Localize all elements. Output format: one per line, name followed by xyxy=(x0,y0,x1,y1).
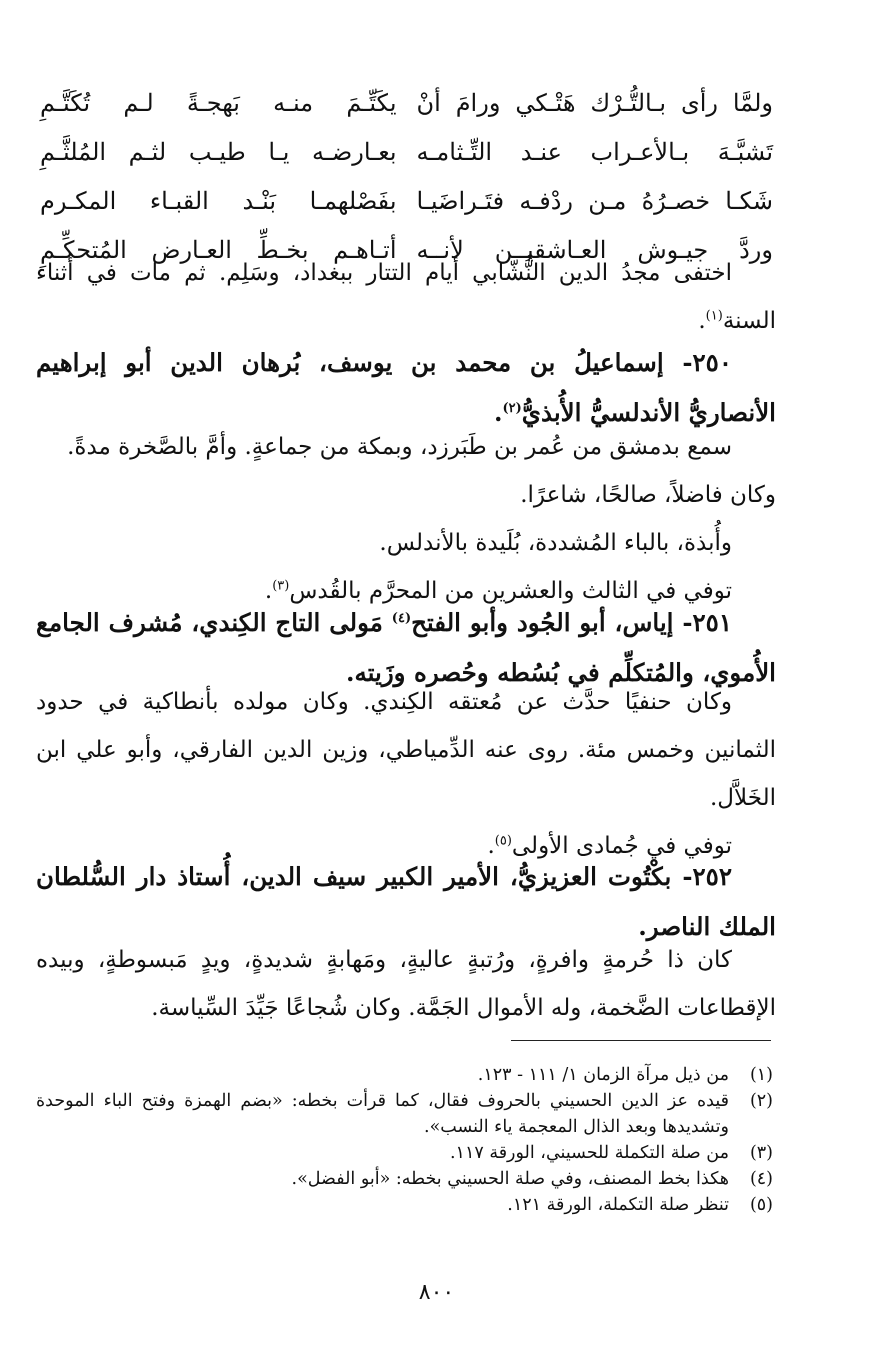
footnote xyxy=(36,1062,773,1088)
footnote xyxy=(36,1088,773,1140)
footnote-divider xyxy=(511,1040,771,1041)
entry-heading-text: ٢٥٢- بكْتُوت العزيزيُّ، الأمير الكبير سيف الدين، أُستاذ دار السُّلطان الملك الناصر. xyxy=(36,862,776,941)
footnote-text: قيده عز الدين الحسيني بالحروف فقال، كما قرأت بخطه: «بضم الهمزة وفتح الباء الموحدة وتشديدها وبعد الذال المعجمة ياء النسب». xyxy=(36,1091,729,1137)
paragraph-text: وأُبذة، بالباء المُشددة، بُلَيدة بالأندلس. xyxy=(379,530,732,556)
footnote-text: من صلة التكملة للحسيني، الورقة ١١٧. xyxy=(449,1143,729,1163)
footnotes xyxy=(36,1062,773,1218)
verse-second-hemistich: بفَصْلهمـا بَنْـد القبـاء المكـرم xyxy=(40,186,397,215)
entry-heading-text: ٢٥١- إياس، أبو الجُود وأبو الفتح xyxy=(411,608,732,637)
footnote-number: (٤) xyxy=(749,1169,773,1189)
paragraph-nushabi: اختفى مجدُ الدين النُّشّابي أيام التتار ببغداد، وسَلِم. ثم مات في أثناء السنة$^{(١)}$. xyxy=(36,260,776,334)
verse-first-hemistich: ولمَّا رأى بـالتُّـرْك هَتْـكي ورامَ أنْ xyxy=(416,88,773,117)
entry-heading-text: مَولى التاج الكِندي، مُشرف الجامع الأُموي، والمُتكلِّم في بُسُطه وحُصره وزَيته. xyxy=(36,608,776,687)
poem xyxy=(40,78,773,274)
verse-first-hemistich: وردَّ جيـوش العـاشقيــن لأنــه xyxy=(416,235,773,264)
poem-verse xyxy=(40,78,773,127)
footnote-ref[interactable]: (٢) xyxy=(502,400,522,416)
poem-verse xyxy=(40,127,773,176)
footnote-text: من ذيل مرآة الزمان ١/ ١١١ - ١٢٣. xyxy=(477,1065,729,1085)
footnote-number: (٢) xyxy=(749,1091,773,1111)
page-number: ٨٠٠ xyxy=(418,1280,455,1305)
poem-verse xyxy=(40,176,773,225)
verse-second-hemistich: بعـارضـه يـا طيـب لثـم المُلثَّـمِ xyxy=(40,137,397,166)
footnote xyxy=(36,1192,773,1218)
footnote-text: تنظر صلة التكملة، الورقة ١٢١. xyxy=(507,1195,729,1215)
footnote-ref[interactable]: (٥) xyxy=(494,833,512,849)
entry-body-252 xyxy=(36,936,776,1032)
footnote xyxy=(36,1166,773,1192)
paragraph-text: وكان حنفيًا حدَّث عن مُعتقه الكِندي. وكان مولده بأنطاكية في حدود الثمانين وخمس مئة. روى عنه الدِّمياطي، وزين الدين الفارقي، وأبو علي ابن الخَلاَّل. xyxy=(36,689,776,811)
verse-first-hemistich: تَشبَّـهَ بـالأعـراب عنـد التِّـثامـه xyxy=(416,137,773,166)
paragraph-text: توفي في الثالث والعشرين من المحرَّم بالقُدس xyxy=(289,578,732,604)
footnote-ref[interactable]: (٣) xyxy=(272,578,290,594)
footnote-number: (٣) xyxy=(749,1143,773,1163)
footnote-ref[interactable]: (١) xyxy=(705,308,723,324)
verse-first-hemistich: شَكـا خصـرُهُ مـن ردْفـه فتَـراضَيـا xyxy=(416,186,773,215)
footnote-number: (٥) xyxy=(749,1195,773,1215)
paragraph-text: وكان فاضلاً، صالحًا، شاعرًا. xyxy=(520,482,776,508)
entry-body-250: سمع بدمشق من عُمر بن طَبَرزد، وبمكة من جماعةٍ. وأمَّ بالصَّخرة مدةً. وكان فاضلاً، صالحًا، شاعرًا. وأُبذة، بالباء المُشددة، بُلَيدة بالأندلس. توفي في الثالث والعشرين من المحرَّم بالقُدس$^{(٣)}$. xyxy=(36,423,776,615)
footnote-ref[interactable]: (٤) xyxy=(391,610,412,626)
footnote xyxy=(36,1140,773,1166)
paragraph-text: سمع بدمشق من عُمر بن طَبَرزد، وبمكة من جماعةٍ. وأمَّ بالصَّخرة مدةً. xyxy=(67,434,732,460)
paragraph-text: توفي في جُمادى الأولى xyxy=(511,833,732,859)
paragraph-text: كان ذا حُرمةٍ وافرةٍ، ورُتبةٍ عاليةٍ، ومَهابةٍ شديدةٍ، ويدٍ مَبسوطةٍ، وبيده الإقطاعات الضَّخمة، وله الأموال الجَمَّة. وكان شُجاعًا جَيِّدَ السِّياسة. xyxy=(36,947,776,1021)
entry-heading-text: ٢٥٠- إسماعيلُ بن محمد بن يوسف، بُرهان الدين أبو إبراهيم الأنصاريُّ الأندلسيُّ الأُبذيُّ xyxy=(36,348,776,427)
entry-heading-250: ٢٥٠- إسماعيلُ بن محمد بن يوسف، بُرهان الدين أبو إبراهيم الأنصاريُّ الأندلسيُّ الأُبذيُّ$^{(٢)}$. xyxy=(36,348,776,427)
entry-body-251: وكان حنفيًا حدَّث عن مُعتقه الكِندي. وكان مولده بأنطاكية في حدود الثمانين وخمس مئة. روى عنه الدِّمياطي، وزين الدين الفارقي، وأبو علي ابن الخَلاَّل. توفي في جُمادى الأولى$^{(٥)}$. xyxy=(36,678,776,870)
verse-second-hemistich: أتـاهـم بخـطِّ العـارض المُتحكِّـمِ xyxy=(40,235,397,264)
verse-second-hemistich: يكَتِّـمَ منـه بَهجـةً لـم تُكَتَّـمِ xyxy=(40,88,397,117)
footnote-number: (١) xyxy=(749,1065,773,1085)
paragraph-text: اختفى مجدُ الدين النُّشّابي أيام التتار ببغداد، وسَلِم. ثم مات في أثناء السنة xyxy=(36,260,776,334)
footnote-text: هكذا بخط المصنف، وفي صلة الحسيني بخطه: «أبو الفضل». xyxy=(291,1169,729,1189)
